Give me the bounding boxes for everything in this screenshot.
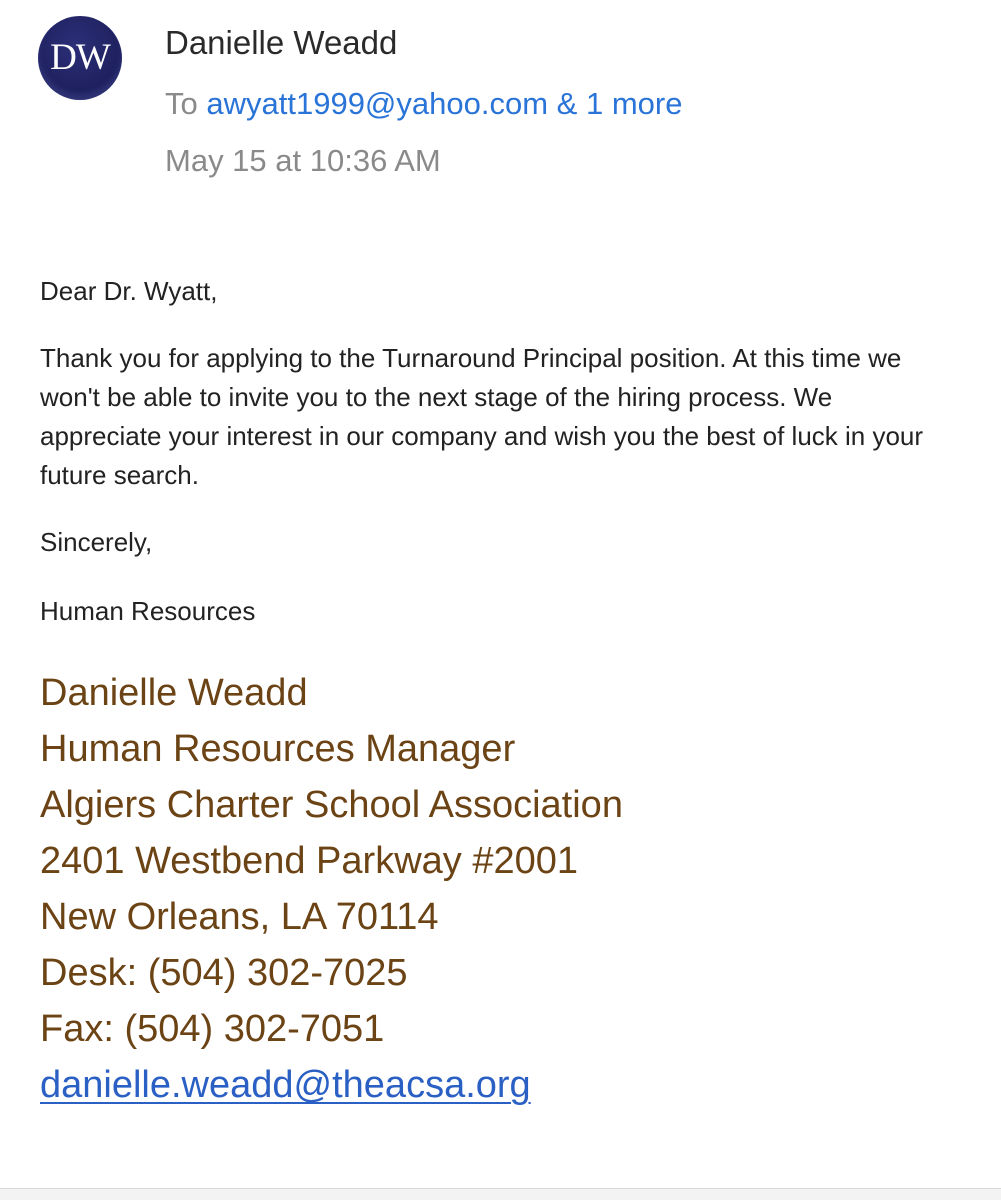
signature-address-line2: New Orleans, LA 70114: [40, 896, 439, 938]
more-recipients-link[interactable]: & 1 more: [556, 86, 683, 121]
signature-title: Human Resources Manager: [40, 728, 516, 770]
signature-organization: Algiers Charter School Association: [40, 784, 623, 826]
closing: Sincerely,: [40, 527, 153, 557]
to-label: To: [165, 86, 198, 121]
signature-email-link[interactable]: danielle.weadd@theacsa.org: [40, 1064, 531, 1106]
greeting: Dear Dr. Wyatt,: [40, 276, 218, 306]
signature-fax: Fax: (504) 302-7051: [40, 1008, 385, 1050]
bottom-divider: [0, 1188, 1001, 1200]
recipient-email-link[interactable]: awyatt1999@yahoo.com: [206, 86, 549, 121]
signature-desk-phone: Desk: (504) 302-7025: [40, 952, 408, 994]
department: Human Resources: [40, 596, 256, 626]
email-header: [0, 0, 1001, 220]
message-paragraph: Thank you for applying to the Turnaround Principal position. At this time we won't be able to invite you to the next stage of the hiring process. We appreciate your interest in our company and wish you the best of luck in your future search.: [40, 343, 924, 490]
email-signature: [40, 665, 623, 1113]
sender-avatar[interactable]: DW: [38, 16, 122, 100]
signature-name: Danielle Weadd: [40, 672, 308, 714]
signature-address-line1: 2401 Westbend Parkway #2001: [40, 840, 578, 882]
message-body: [40, 272, 960, 631]
sender-name[interactable]: Danielle Weadd: [165, 24, 398, 61]
recipients-line: [165, 86, 682, 122]
sent-date: May 15 at 10:36 AM: [165, 143, 441, 178]
